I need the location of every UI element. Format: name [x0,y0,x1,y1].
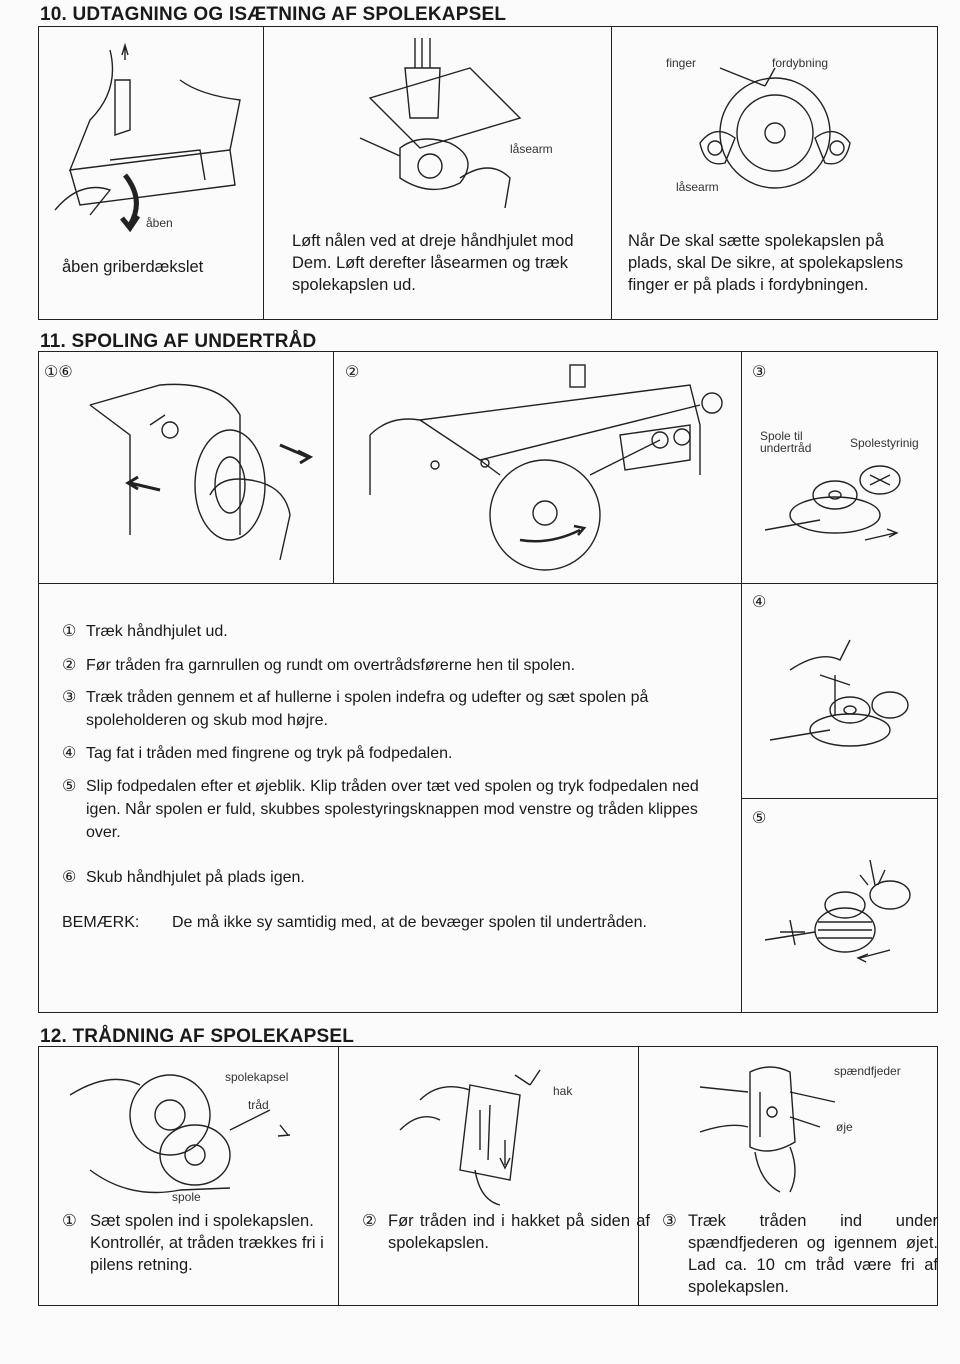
label-bobbin-for-bottom-thread: Spole til undertråd [760,429,812,455]
handwheel-illustration [70,375,320,565]
bobbin-on-spindle-illustration [765,455,930,555]
label-open: åben [146,216,173,230]
step-4: ④ Tag fat i tråden med fingrene og tryk på fodpedalen. [62,745,453,762]
panel-number-1-6: ①⑥ [44,364,73,381]
label-lock-lever-1: låsearm [510,142,553,156]
panel-number-2: ② [345,364,360,381]
caption-thread-notch: ② Før tråden ind i hakket på siden af spolekapslen. [362,1212,650,1252]
thread-guide-illustration [360,365,730,575]
label-thread: tråd [248,1098,269,1112]
caption-insert-bobbin: ① Sæt spolen ind i spolekapslen. Kontrollér, at tråden trækkes fri i pilens retning. [62,1212,324,1274]
panel-number-4: ④ [752,594,767,611]
insert-bobbin-illustration [70,1070,310,1195]
section-12-title: 12. TRÅDNING AF SPOLEKAPSEL [40,1026,355,1047]
caption-remove-bobbin-case: Løft nålen ved at dreje håndhjulet mod Dem. Løft derefter låsearmen og træk spolekapslen ud. [292,232,574,294]
label-notch: fordybning [772,56,829,70]
step-2: ② Før tråden fra garnrullen og rundt om overtrådsførerne hen til spolen. [62,657,576,674]
panel-number-3: ③ [752,364,767,381]
step-5: ⑤ Slip fodpedalen efter et øjeblik. Klip tråden over tæt ved spolen og tryk fodpedalen ned igen. Når spolen er fuld, skubbes spolestyringsknappen mod venstre og tråden klippes over. [62,778,699,841]
thread-notch-illustration [400,1070,560,1205]
remove-bobbin-case-illustration [360,38,540,218]
note-label: BEMÆRK: [62,914,140,931]
label-lock-lever-2: låsearm [676,180,719,194]
panel-number-5: ⑤ [752,810,767,827]
bobbin-case-finger-illustration [680,68,870,198]
section-11-title: 11. SPOLING AF UNDERTRÅD [40,331,317,352]
label-bobbin-case: spolekapsel [225,1070,289,1084]
cut-thread-illustration [760,860,920,970]
hold-thread-illustration [760,630,920,760]
section-10-title: 10. UDTAGNING OG ISÆTNING AF SPOLEKAPSEL [40,4,507,25]
note-text: De må ikke sy samtidig med, at de bevæger spolen til undertråden. [172,914,647,931]
caption-open-cover: åben griberdækslet [62,258,204,276]
step-1: ① Træk håndhjulet ud. [62,623,228,640]
open-cover-illustration [50,40,250,230]
label-bobbin-stopper: Spolestyrinig [850,436,919,450]
label-notch-hak: hak [553,1084,573,1098]
label-tension-spring: spændfjeder [834,1064,901,1078]
label-bobbin: spole [172,1190,201,1204]
tension-spring-illustration [700,1062,840,1197]
step-6: ⑥ Skub håndhjulet på plads igen. [62,869,305,886]
caption-tension-spring: ③ Træk tråden ind under spændfjederen og igennem øjet. Lad ca. 10 cm tråd være fri af spolekapslen. [662,1212,938,1296]
caption-bobbin-case-finger: Når De skal sætte spolekapslen på plads, skal De sikre, at spolekapslens finger er på plads i fordybningen. [628,232,904,294]
label-finger: finger [666,56,697,70]
step-3: ③ Træk tråden gennem et af hullerne i spolen indefra og udefter og sæt spolen på spoleholderen og skub mod højre. [62,689,649,729]
label-eye: øje [836,1120,853,1134]
